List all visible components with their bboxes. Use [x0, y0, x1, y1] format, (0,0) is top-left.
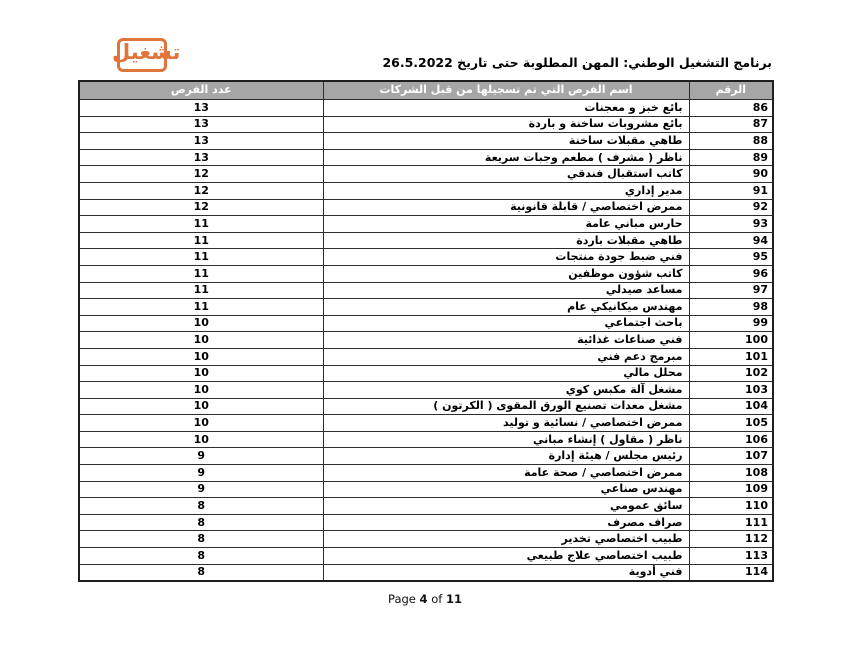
opportunity-count-cell: 10 — [79, 332, 323, 349]
job-name-cell: مشغل آلة مكبس كوي — [323, 382, 689, 399]
row-number-cell: 109 — [689, 481, 773, 498]
row-number-cell: 106 — [689, 431, 773, 448]
row-number-cell: 93 — [689, 216, 773, 233]
opportunity-count-cell: 10 — [79, 315, 323, 332]
opportunity-count-cell: 10 — [79, 382, 323, 399]
row-number-cell: 103 — [689, 382, 773, 399]
page-footer — [0, 592, 850, 606]
job-name-cell: مبرمج دعم فني — [323, 348, 689, 365]
table-row — [79, 249, 773, 266]
footer-page-number: 4 — [419, 592, 428, 606]
opportunity-count-cell: 8 — [79, 564, 323, 581]
opportunity-count-cell: 9 — [79, 465, 323, 482]
opportunity-count-cell: 9 — [79, 481, 323, 498]
job-name-cell: طبيب اختصاصي تخدير — [323, 531, 689, 548]
row-number-cell: 100 — [689, 332, 773, 349]
table-row — [79, 100, 773, 117]
table-row — [79, 498, 773, 515]
job-name-cell: ممرض اختصاصي / صحة عامة — [323, 465, 689, 482]
row-number-cell: 87 — [689, 116, 773, 133]
opportunity-count-cell: 8 — [79, 548, 323, 565]
table-row — [79, 548, 773, 565]
row-number-cell: 112 — [689, 531, 773, 548]
job-name-cell: فني أدوية — [323, 564, 689, 581]
row-number-cell: 110 — [689, 498, 773, 515]
row-number-cell: 107 — [689, 448, 773, 465]
opportunity-count-cell: 10 — [79, 365, 323, 382]
table-row — [79, 398, 773, 415]
table-row — [79, 382, 773, 399]
job-name-cell: كاتب استقبال فندقي — [323, 166, 689, 183]
table-row — [79, 564, 773, 581]
table-row — [79, 199, 773, 216]
job-name-cell: بائع مشروبات ساخنة و باردة — [323, 116, 689, 133]
table-row — [79, 415, 773, 432]
table-row — [79, 514, 773, 531]
row-number-cell: 111 — [689, 514, 773, 531]
table-row — [79, 133, 773, 150]
table-header-row — [79, 81, 773, 100]
row-number-cell: 90 — [689, 166, 773, 183]
table-row — [79, 481, 773, 498]
job-name-cell: فني صناعات غذائية — [323, 332, 689, 349]
job-name-cell: مهندس ميكانيكي عام — [323, 299, 689, 316]
job-name-cell: مشغل معدات تصنيع الورق المقوى ( الكرتون ) — [323, 398, 689, 415]
job-name-cell: طبيب اختصاصي علاج طبيعي — [323, 548, 689, 565]
jobs-table — [78, 80, 774, 582]
job-name-cell: باحث اجتماعي — [323, 315, 689, 332]
table-row — [79, 116, 773, 133]
opportunity-count-cell: 11 — [79, 232, 323, 249]
job-name-cell: مهندس صناعي — [323, 481, 689, 498]
job-name-cell: ناظر ( مشرف ) مطعم وجبات سريعة — [323, 149, 689, 166]
row-number-cell: 108 — [689, 465, 773, 482]
opportunity-count-cell: 11 — [79, 299, 323, 316]
row-number-cell: 99 — [689, 315, 773, 332]
job-name-cell: سائق عمومي — [323, 498, 689, 515]
row-number-cell: 95 — [689, 249, 773, 266]
table-row — [79, 232, 773, 249]
opportunity-count-cell: 11 — [79, 249, 323, 266]
table-row — [79, 299, 773, 316]
row-number-cell: 97 — [689, 282, 773, 299]
table-row — [79, 531, 773, 548]
opportunity-count-cell: 11 — [79, 216, 323, 233]
row-number-cell: 91 — [689, 182, 773, 199]
opportunity-count-cell: 12 — [79, 166, 323, 183]
job-name-cell: طاهي مقبلات باردة — [323, 232, 689, 249]
row-number-cell: 92 — [689, 199, 773, 216]
job-name-cell: طاهي مقبلات ساخنة — [323, 133, 689, 150]
job-name-cell: مساعد صيدلي — [323, 282, 689, 299]
job-name-cell: محلل مالي — [323, 365, 689, 382]
opportunity-count-cell: 13 — [79, 100, 323, 117]
row-number-cell: 98 — [689, 299, 773, 316]
opportunity-count-cell: 8 — [79, 514, 323, 531]
footer-of-label: of — [431, 592, 443, 606]
table-row — [79, 265, 773, 282]
page-title: برنامج التشغيل الوطني: المهن المطلوبة حتى تاريخ 26.5.2022 — [382, 55, 772, 70]
header-number: الرقم — [689, 81, 773, 100]
job-name-cell: مدير إداري — [323, 182, 689, 199]
table-row — [79, 431, 773, 448]
job-name-cell: كاتب شؤون موظفين — [323, 265, 689, 282]
header-opportunity-count: عدد الفرص — [79, 81, 323, 100]
footer-total-pages: 11 — [445, 592, 462, 606]
row-number-cell: 104 — [689, 398, 773, 415]
table-row — [79, 465, 773, 482]
opportunity-count-cell: 10 — [79, 398, 323, 415]
opportunity-count-cell: 8 — [79, 531, 323, 548]
job-name-cell: ممرض اختصاصي / قابلة قانونية — [323, 199, 689, 216]
row-number-cell: 88 — [689, 133, 773, 150]
table-row — [79, 365, 773, 382]
opportunity-count-cell: 11 — [79, 265, 323, 282]
opportunity-count-cell: 12 — [79, 199, 323, 216]
opportunity-count-cell: 13 — [79, 149, 323, 166]
row-number-cell: 101 — [689, 348, 773, 365]
row-number-cell: 89 — [689, 149, 773, 166]
opportunity-count-cell: 13 — [79, 133, 323, 150]
opportunity-count-cell: 13 — [79, 116, 323, 133]
opportunity-count-cell: 8 — [79, 498, 323, 515]
table-row — [79, 448, 773, 465]
job-name-cell: رئيس مجلس / هيئة إدارة — [323, 448, 689, 465]
opportunity-count-cell: 10 — [79, 431, 323, 448]
table-row — [79, 216, 773, 233]
job-name-cell: ممرض اختصاصي / نسائية و توليد — [323, 415, 689, 432]
table-row — [79, 182, 773, 199]
job-name-cell: فني ضبط جودة منتجات — [323, 249, 689, 266]
opportunity-count-cell: 9 — [79, 448, 323, 465]
table-row — [79, 149, 773, 166]
table-row — [79, 282, 773, 299]
logo-text: تشغيل — [112, 40, 181, 64]
footer-page-label: Page — [388, 592, 416, 606]
opportunity-count-cell: 10 — [79, 348, 323, 365]
table-row — [79, 315, 773, 332]
row-number-cell: 86 — [689, 100, 773, 117]
header-opportunity-name: اسم الفرص التي تم تسجيلها من قبل الشركات — [323, 81, 689, 100]
opportunity-count-cell: 11 — [79, 282, 323, 299]
table-row — [79, 332, 773, 349]
job-name-cell: بائع خبز و معجنات — [323, 100, 689, 117]
table-row — [79, 348, 773, 365]
tashgheel-logo — [112, 33, 181, 75]
row-number-cell: 94 — [689, 232, 773, 249]
opportunity-count-cell: 12 — [79, 182, 323, 199]
row-number-cell: 113 — [689, 548, 773, 565]
job-name-cell: ناظر ( مقاول ) إنشاء مباني — [323, 431, 689, 448]
row-number-cell: 96 — [689, 265, 773, 282]
row-number-cell: 114 — [689, 564, 773, 581]
table-body — [79, 100, 773, 582]
row-number-cell: 105 — [689, 415, 773, 432]
table-row — [79, 166, 773, 183]
job-name-cell: حارس مباني عامة — [323, 216, 689, 233]
job-name-cell: صراف مصرف — [323, 514, 689, 531]
opportunity-count-cell: 10 — [79, 415, 323, 432]
row-number-cell: 102 — [689, 365, 773, 382]
